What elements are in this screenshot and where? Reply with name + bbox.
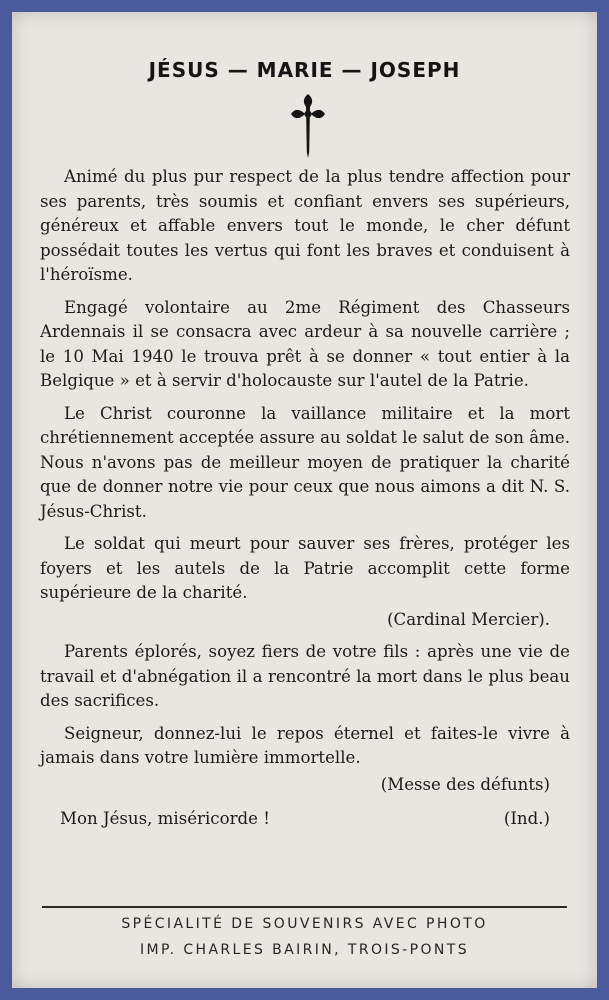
paragraph: Engagé volontaire au 2me Régiment des Chasseurs Ardennais il se consacra avec ardeur à sa nouvelle carrière ; le 10 Mai 1940 le trouva prêt à se donner « tout entier à la Belgique » et à servir d'holocauste sur l'autel de la Patrie. (40, 297, 570, 390)
paragraph: Le Christ couronne la vaillance militaire et la mort chrétiennement acceptée assure au soldat le salut de son âme. Nous n'avons pas de meilleur moyen de pratiquer la charité que de donner notre vie pour ceux que nous aimons a dit N. S. Jésus-Christ. (40, 403, 570, 521)
card-text (40, 165, 570, 840)
divider (42, 906, 567, 908)
printer-line-1: SPÉCIALITÉ DE SOUVENIRS AVEC PHOTO (121, 916, 488, 932)
prayer-line (40, 807, 570, 832)
prayer-text: Mon Jésus, miséricorde ! (60, 809, 270, 828)
paragraph: Le soldat qui meurt pour sauver ses frères, protéger les foyers et les autels de la Patrie accomplit cette forme supérieure de la charité. (40, 534, 570, 602)
memorial-card (12, 12, 597, 988)
paragraph: Parents éplorés, soyez fiers de votre fils : après une vie de travail et d'abnégation il a rencontré la mort dans le plus beau des sacrifices. (40, 642, 570, 710)
cross-icon (285, 90, 331, 160)
paragraph: Animé du plus pur respect de la plus tendre affection pour ses parents, très soumis et confiant envers ses supérieurs, généreux et affable envers tout le monde, le cher défunt possédait toutes les vertus qui font les braves et conduisent à l'héroïsme. (40, 167, 570, 284)
paragraph: Seigneur, donnez-lui le repos éternel et faites-le vivre à jamais dans votre lumière immortelle. (40, 723, 570, 767)
indulgence-mark: (Ind.) (503, 809, 550, 828)
card-heading: JÉSUS — MARIE — JOSEPH (148, 58, 461, 82)
printer-line-2: IMP. CHARLES BAIRIN, TROIS-PONTS (139, 942, 470, 958)
attribution-messe: (Messe des défunts) (380, 774, 550, 794)
attribution-cardinal: (Cardinal Mercier). (387, 609, 550, 629)
